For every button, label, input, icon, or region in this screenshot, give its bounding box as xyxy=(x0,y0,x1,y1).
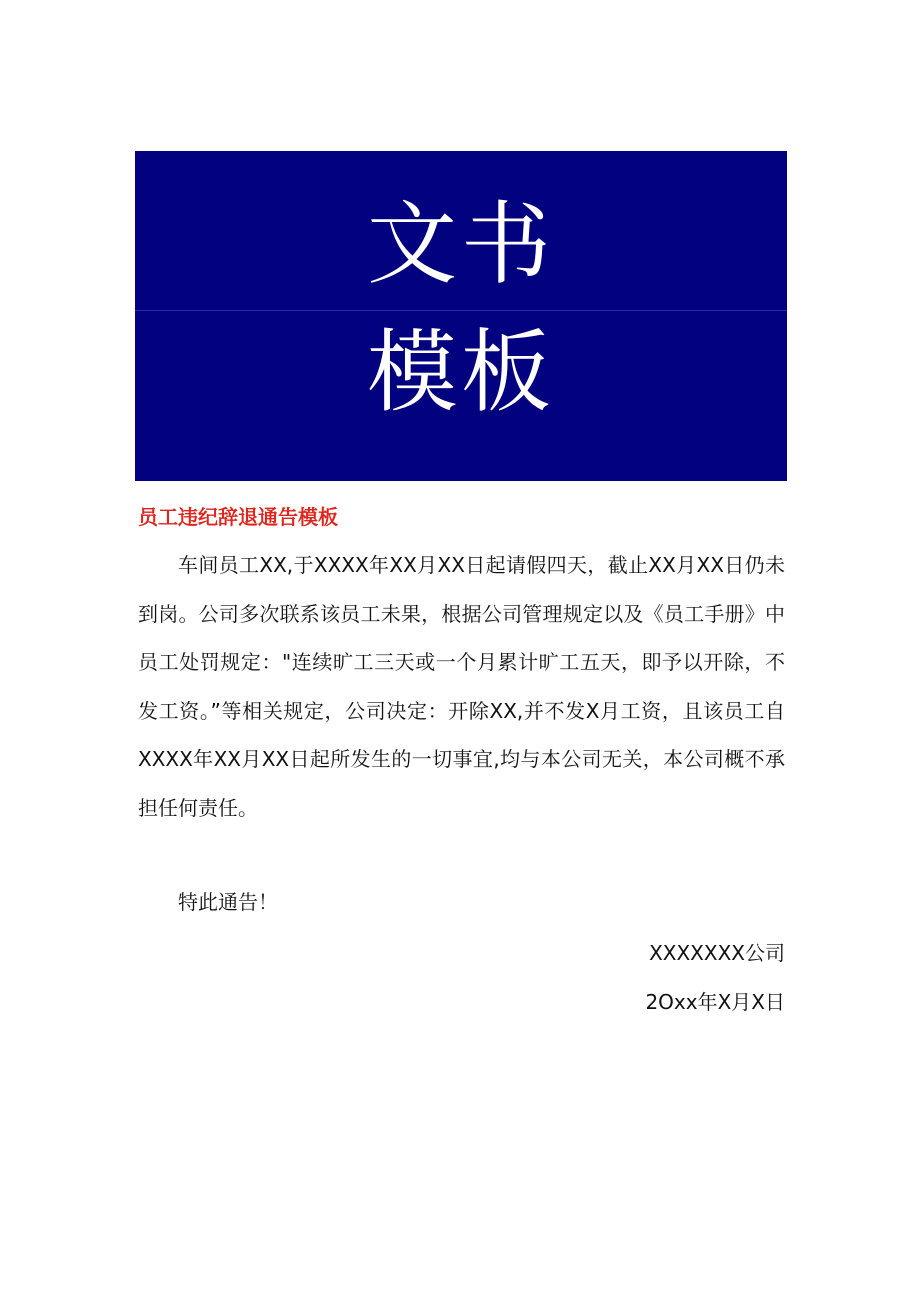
cover-banner xyxy=(135,151,787,481)
notice-body-paragraph: 车间员工XX,于XXXX年XX月XX日起请假四天，截止XX月XX日仍未到岗。公司多次联系该员工未果，根据公司管理规定以及《员工手册》中员工处罚规定："连续旷工三天或一个月累计旷工五天，即予以开除，不发工资。”等相关规定，公司决定：开除XX,并不发X月工资，且该员工自XXXX年XX月XX日起所发生的一切事宜,均与本公司无关，本公司概不承担任何责任。 xyxy=(138,553,785,820)
banner-divider xyxy=(135,310,787,311)
signature-company: XXXXXXX公司 xyxy=(649,941,785,965)
signature-date: 2Oxx年X月X日 xyxy=(645,990,785,1014)
closing-line: 特此通告！ xyxy=(178,890,278,914)
document-title: 员工违纪辞退通告模板 xyxy=(138,505,338,529)
banner-title-line-1: 文书 xyxy=(367,192,555,297)
banner-title-line-2: 模板 xyxy=(367,320,555,425)
